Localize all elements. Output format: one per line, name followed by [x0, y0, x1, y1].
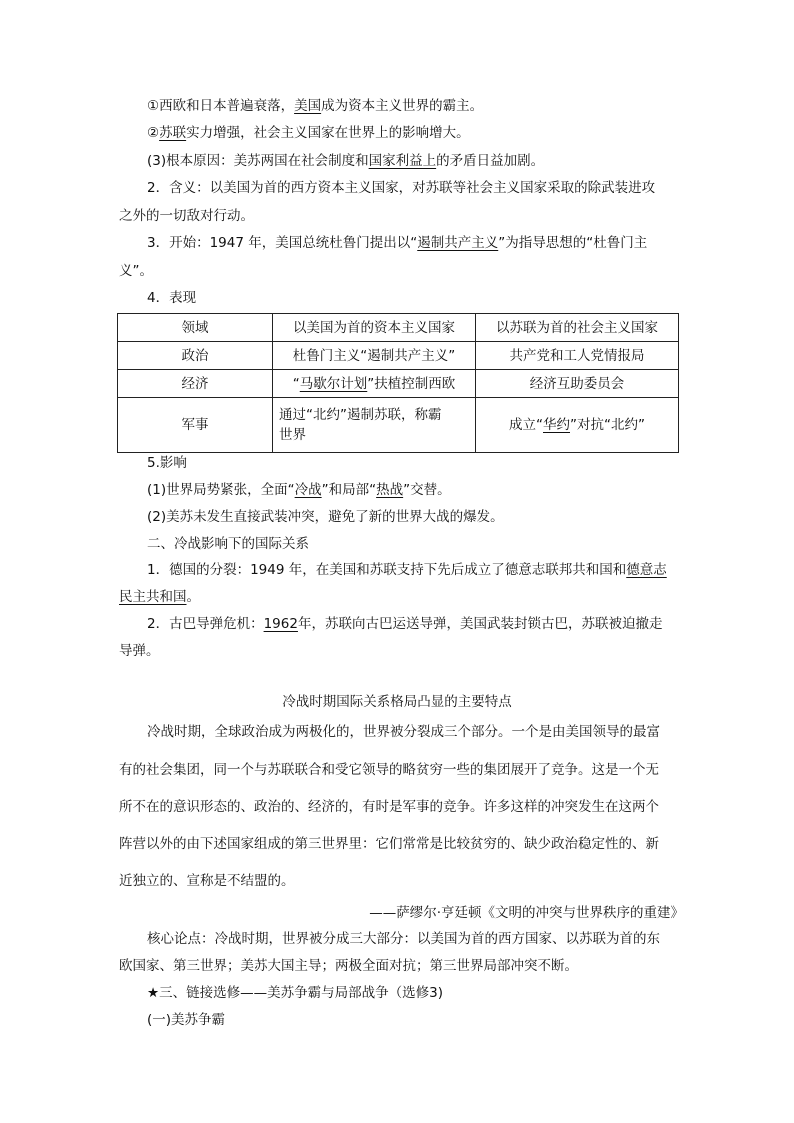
- table-cell: 杜鲁门主义“遏制共产主义”: [273, 342, 476, 370]
- para-ussr: ②苏联实力增强，社会主义国家在世界上的影响增大。: [147, 125, 470, 141]
- heading-international-relations: 二、冷战影响下的国际关系: [147, 536, 309, 552]
- heading-impact: 5.影响: [147, 455, 187, 471]
- para-germany-1: 1．德国的分裂：1949 年，在美国和苏联支持下先后成立了德意志联邦共和国和德意志: [147, 562, 667, 578]
- core-point-1: 核心论点：冷战时期，世界被分成三大部分：以美国为首的西方国家、以苏联为首的东: [147, 931, 660, 947]
- table-cell: 共产党和工人党情报局: [476, 342, 679, 370]
- table-row: [118, 398, 679, 453]
- table-header: 领域: [118, 314, 273, 342]
- para-start-2: 义”。: [119, 263, 153, 279]
- para-definition-2: 之外的一切敌对行动。: [119, 208, 254, 224]
- table-cell: 通过“北约”遏制苏联，称霸 世界: [273, 398, 476, 453]
- para-germany-2: 民主共和国。: [119, 589, 200, 605]
- reading-title: 冷战时期国际关系格局凸显的主要特点: [282, 694, 512, 710]
- heading-section-3: ★三、链接选修——美苏争霸与局部战争（选修3): [147, 985, 443, 1001]
- para-cuba-1: 2．古巴导弹危机：1962年，苏联向古巴运送导弹，美国武装封锁古巴，苏联被迫撤走: [147, 616, 663, 632]
- table-cell: “马歇尔计划”扶植控制西欧: [273, 370, 476, 398]
- para-definition-1: 2．含义：以美国为首的西方资本主义国家，对苏联等社会主义国家采取的除武装进攻: [147, 180, 656, 196]
- table-header: 以美国为首的资本主义国家: [273, 314, 476, 342]
- heading-manifestation: 4．表现: [147, 290, 197, 306]
- impact-item-2: (2)美苏未发生直接武装冲突，避免了新的世界大战的爆发。: [147, 509, 504, 525]
- heading-section-3-sub: (一)美苏争霸: [147, 1012, 226, 1028]
- impact-item-1: (1)世界局势紧张，全面“冷战”和局部“热战”交替。: [147, 482, 451, 498]
- table-cell: 经济互助委员会: [476, 370, 679, 398]
- table-row: [118, 370, 679, 398]
- para-cuba-2: 导弹。: [119, 643, 160, 659]
- para-start-1: 3．开始：1947 年，美国总统杜鲁门提出以“遏制共产主义”为指导思想的“杜鲁门主: [147, 235, 648, 251]
- table-header: 以苏联为首的社会主义国家: [476, 314, 679, 342]
- reading-line-4: 阵营以外的由下述国家组成的第三世界里：它们常常是比较贫穷的、缺少政治稳定性的、新: [119, 836, 659, 852]
- table-row: [118, 342, 679, 370]
- table-cell: 军事: [118, 398, 273, 453]
- table-header-row: [118, 314, 679, 342]
- reading-source: ——萨缪尔·亨廷顿《文明的冲突与世界秩序的重建》: [369, 905, 684, 921]
- table-cell: 经济: [118, 370, 273, 398]
- table-cell: 成立“华约”对抗“北约”: [476, 398, 679, 453]
- para-decline: ①西欧和日本普遍衰落，美国成为资本主义世界的霸主。: [147, 98, 484, 114]
- para-root-cause: (3)根本原因：美苏两国在社会制度和国家利益上的矛盾日益加剧。: [147, 153, 545, 169]
- comparison-table: [117, 313, 679, 453]
- core-point-2: 欧国家、第三世界；美苏大国主导；两极全面对抗；第三世界局部冲突不断。: [119, 958, 578, 974]
- reading-line-3: 所不在的意识形态的、政治的、经济的，有时是军事的竞争。许多这样的冲突发生在这两个: [119, 799, 659, 815]
- reading-line-2: 有的社会集团，同一个与苏联联合和受它领导的略贫穷一些的集团展开了竞争。这是一个无: [119, 762, 659, 778]
- reading-line-1: 冷战时期，全球政治成为两极化的，世界被分裂成三个部分。一个是由美国领导的最富: [147, 724, 660, 740]
- table-cell: 政治: [118, 342, 273, 370]
- reading-line-5: 近独立的、宣称是不结盟的。: [119, 873, 295, 889]
